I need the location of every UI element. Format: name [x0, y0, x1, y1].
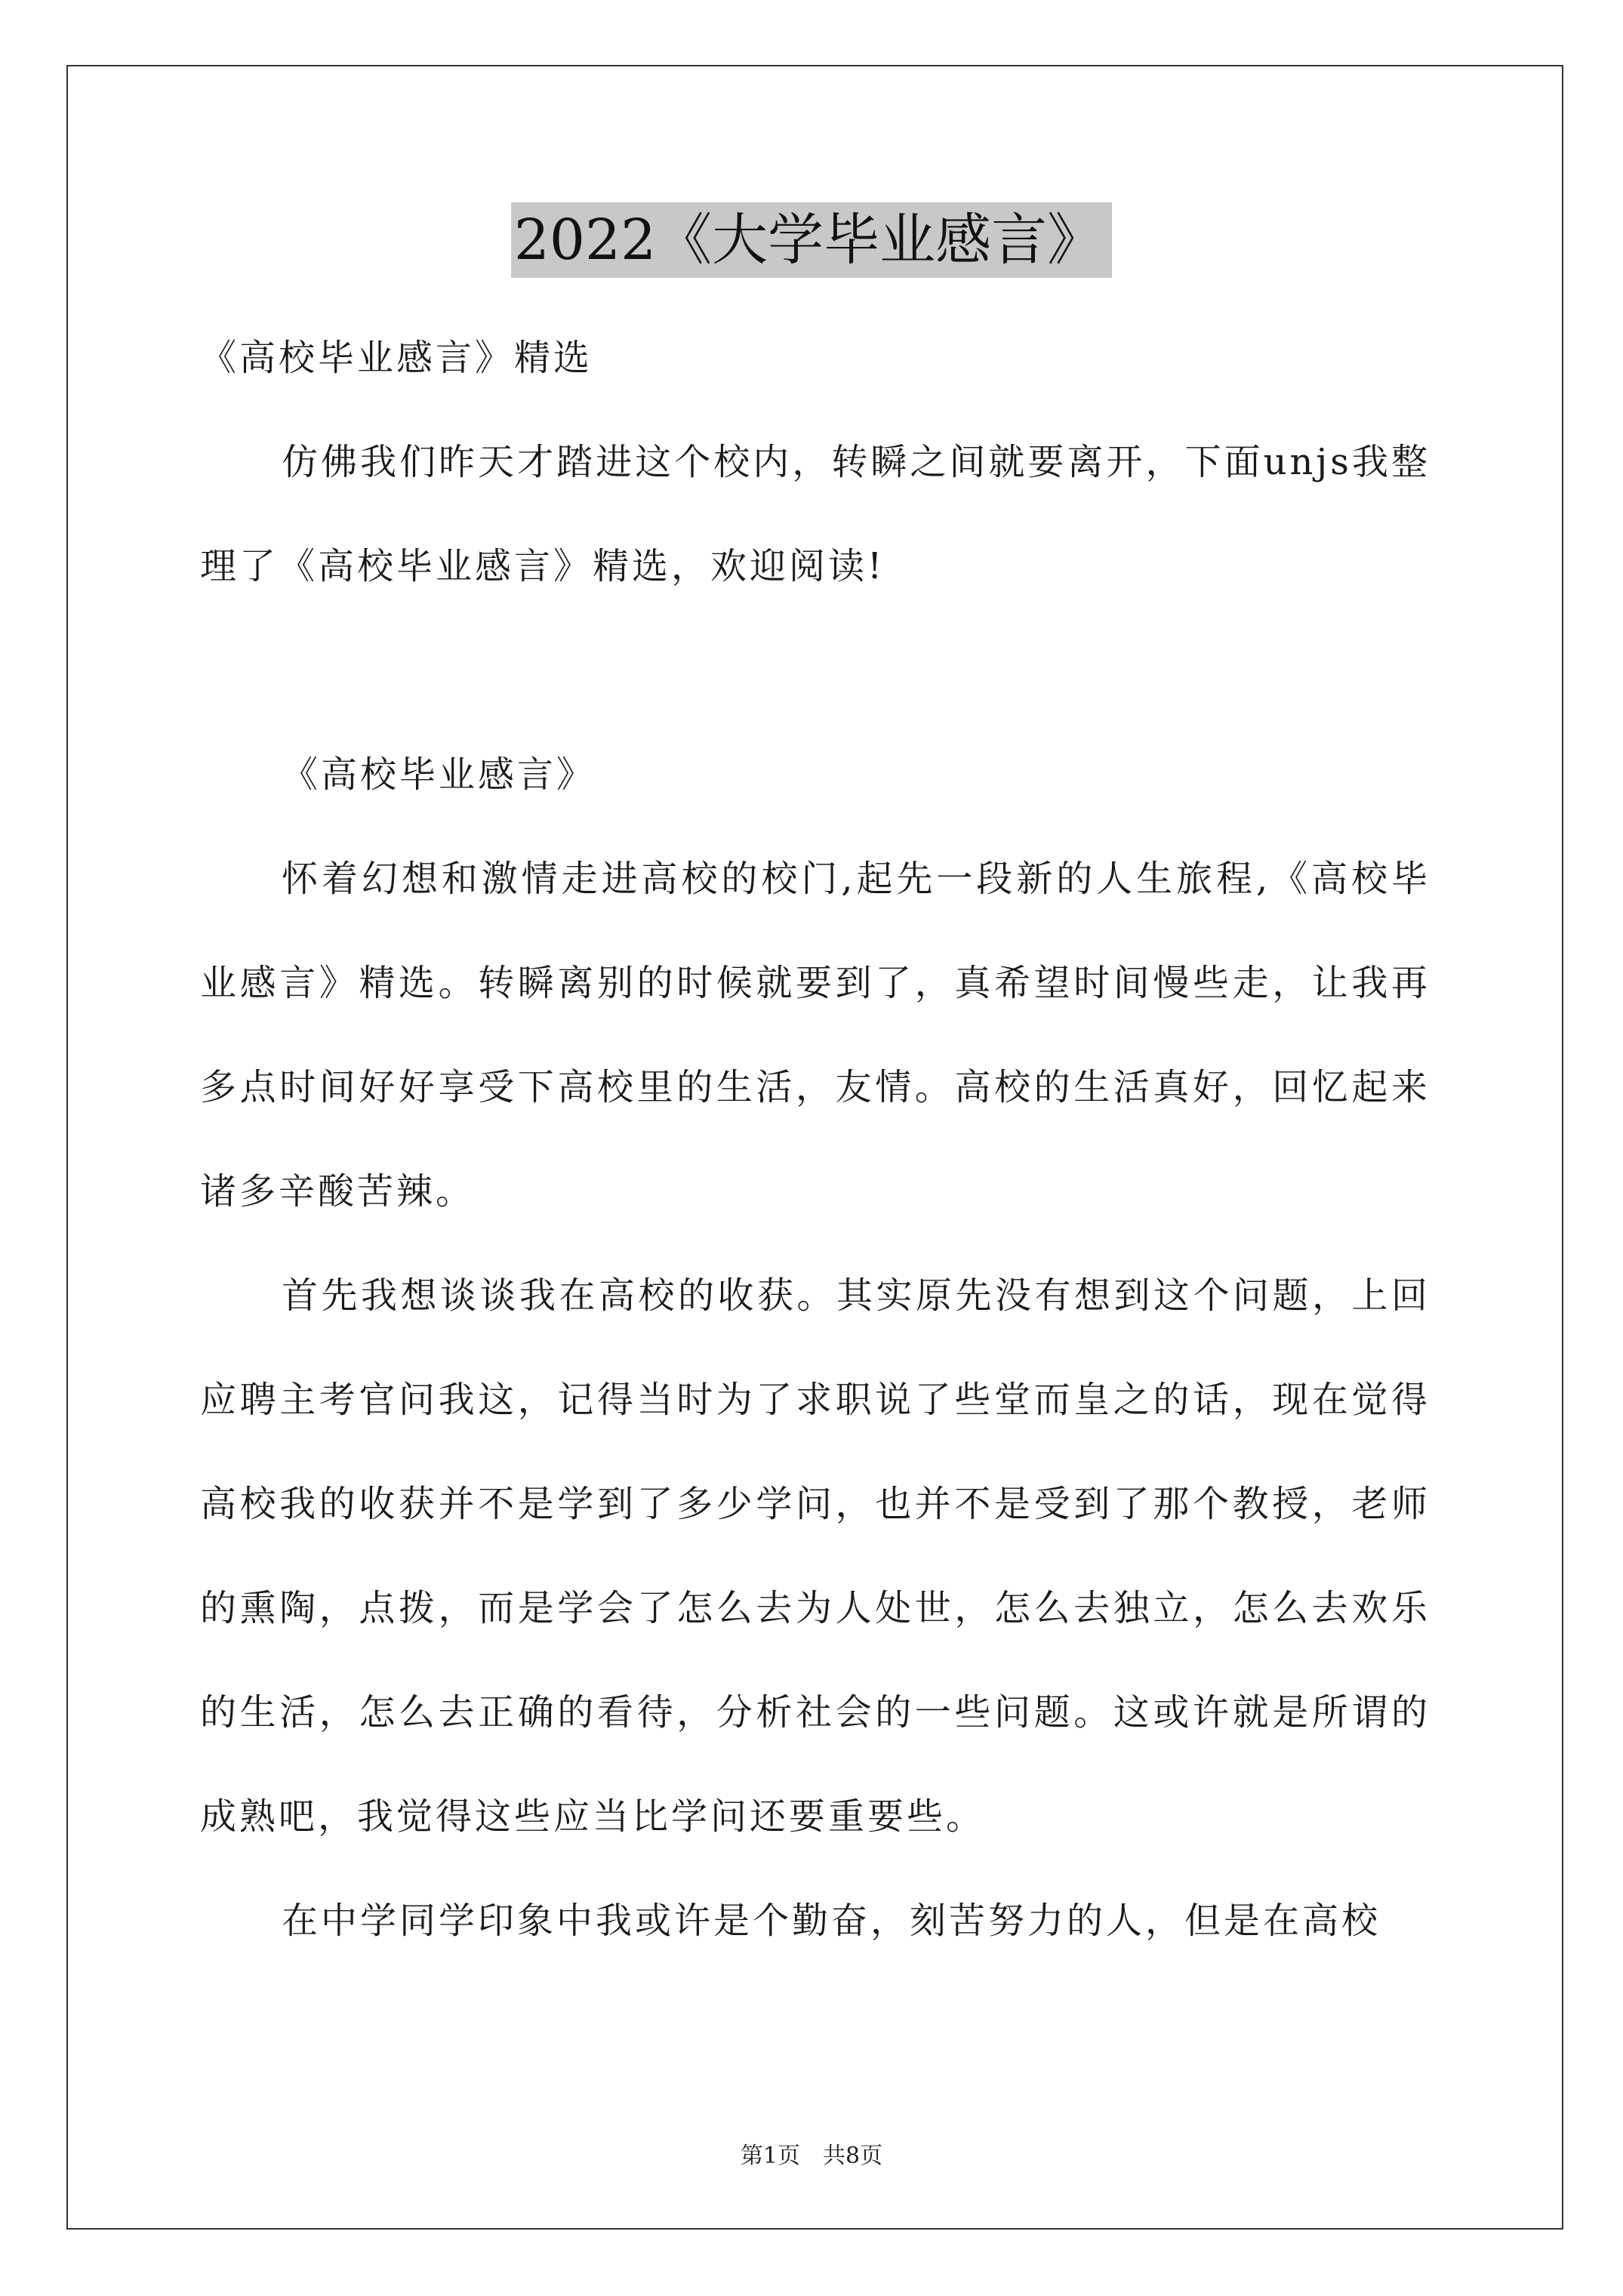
paragraph-body-3: 在中学同学印象中我或许是个勤奋，刻苦努力的人，但是在高校 [282, 1900, 1381, 1942]
paragraph-heading: 《高校毕业感言》 [282, 754, 596, 796]
title-container [0, 202, 1623, 278]
paragraph-intro: 仿佛我们昨天才踏进这个校内，转瞬之间就要离开，下面unjs我整理了《高校毕业感言》精选，欢迎阅读! [200, 441, 1431, 587]
paragraph-subtitle: 《高校毕业感言》精选 [200, 337, 593, 379]
paragraph-body-2: 首先我想谈谈我在高校的收获。其实原先没有想到这个问题，上回应聘主考官问我这，记得当时为了求职说了些堂而皇之的话，现在觉得高校我的收获并不是学到了多少学问，也并不是受到了那个教授，老师的熏陶，点拨，而是学会了怎么去为人处世，怎么去独立，怎么去欢乐的生活，怎么去正确的看待，分析社会的一些问题。这或许就是所谓的成熟吧，我觉得这些应当比学问还要重要些。 [200, 1274, 1431, 1838]
page-footer: 第1页 共8页 [740, 2143, 883, 2169]
document-body [200, 306, 1431, 1973]
paragraph-blank [200, 618, 1431, 723]
paragraph-body-1: 怀着幻想和激情走进高校的校门,起先一段新的人生旅程,《高校毕业感言》精选。转瞬离别的时候就要到了，真希望时间慢些走，让我再多点时间好好享受下高校里的生活，友情。高校的生活真好，回忆起来诸多辛酸苦辣。 [200, 858, 1431, 1213]
document-title: 2022《大学毕业感言》 [511, 202, 1112, 278]
